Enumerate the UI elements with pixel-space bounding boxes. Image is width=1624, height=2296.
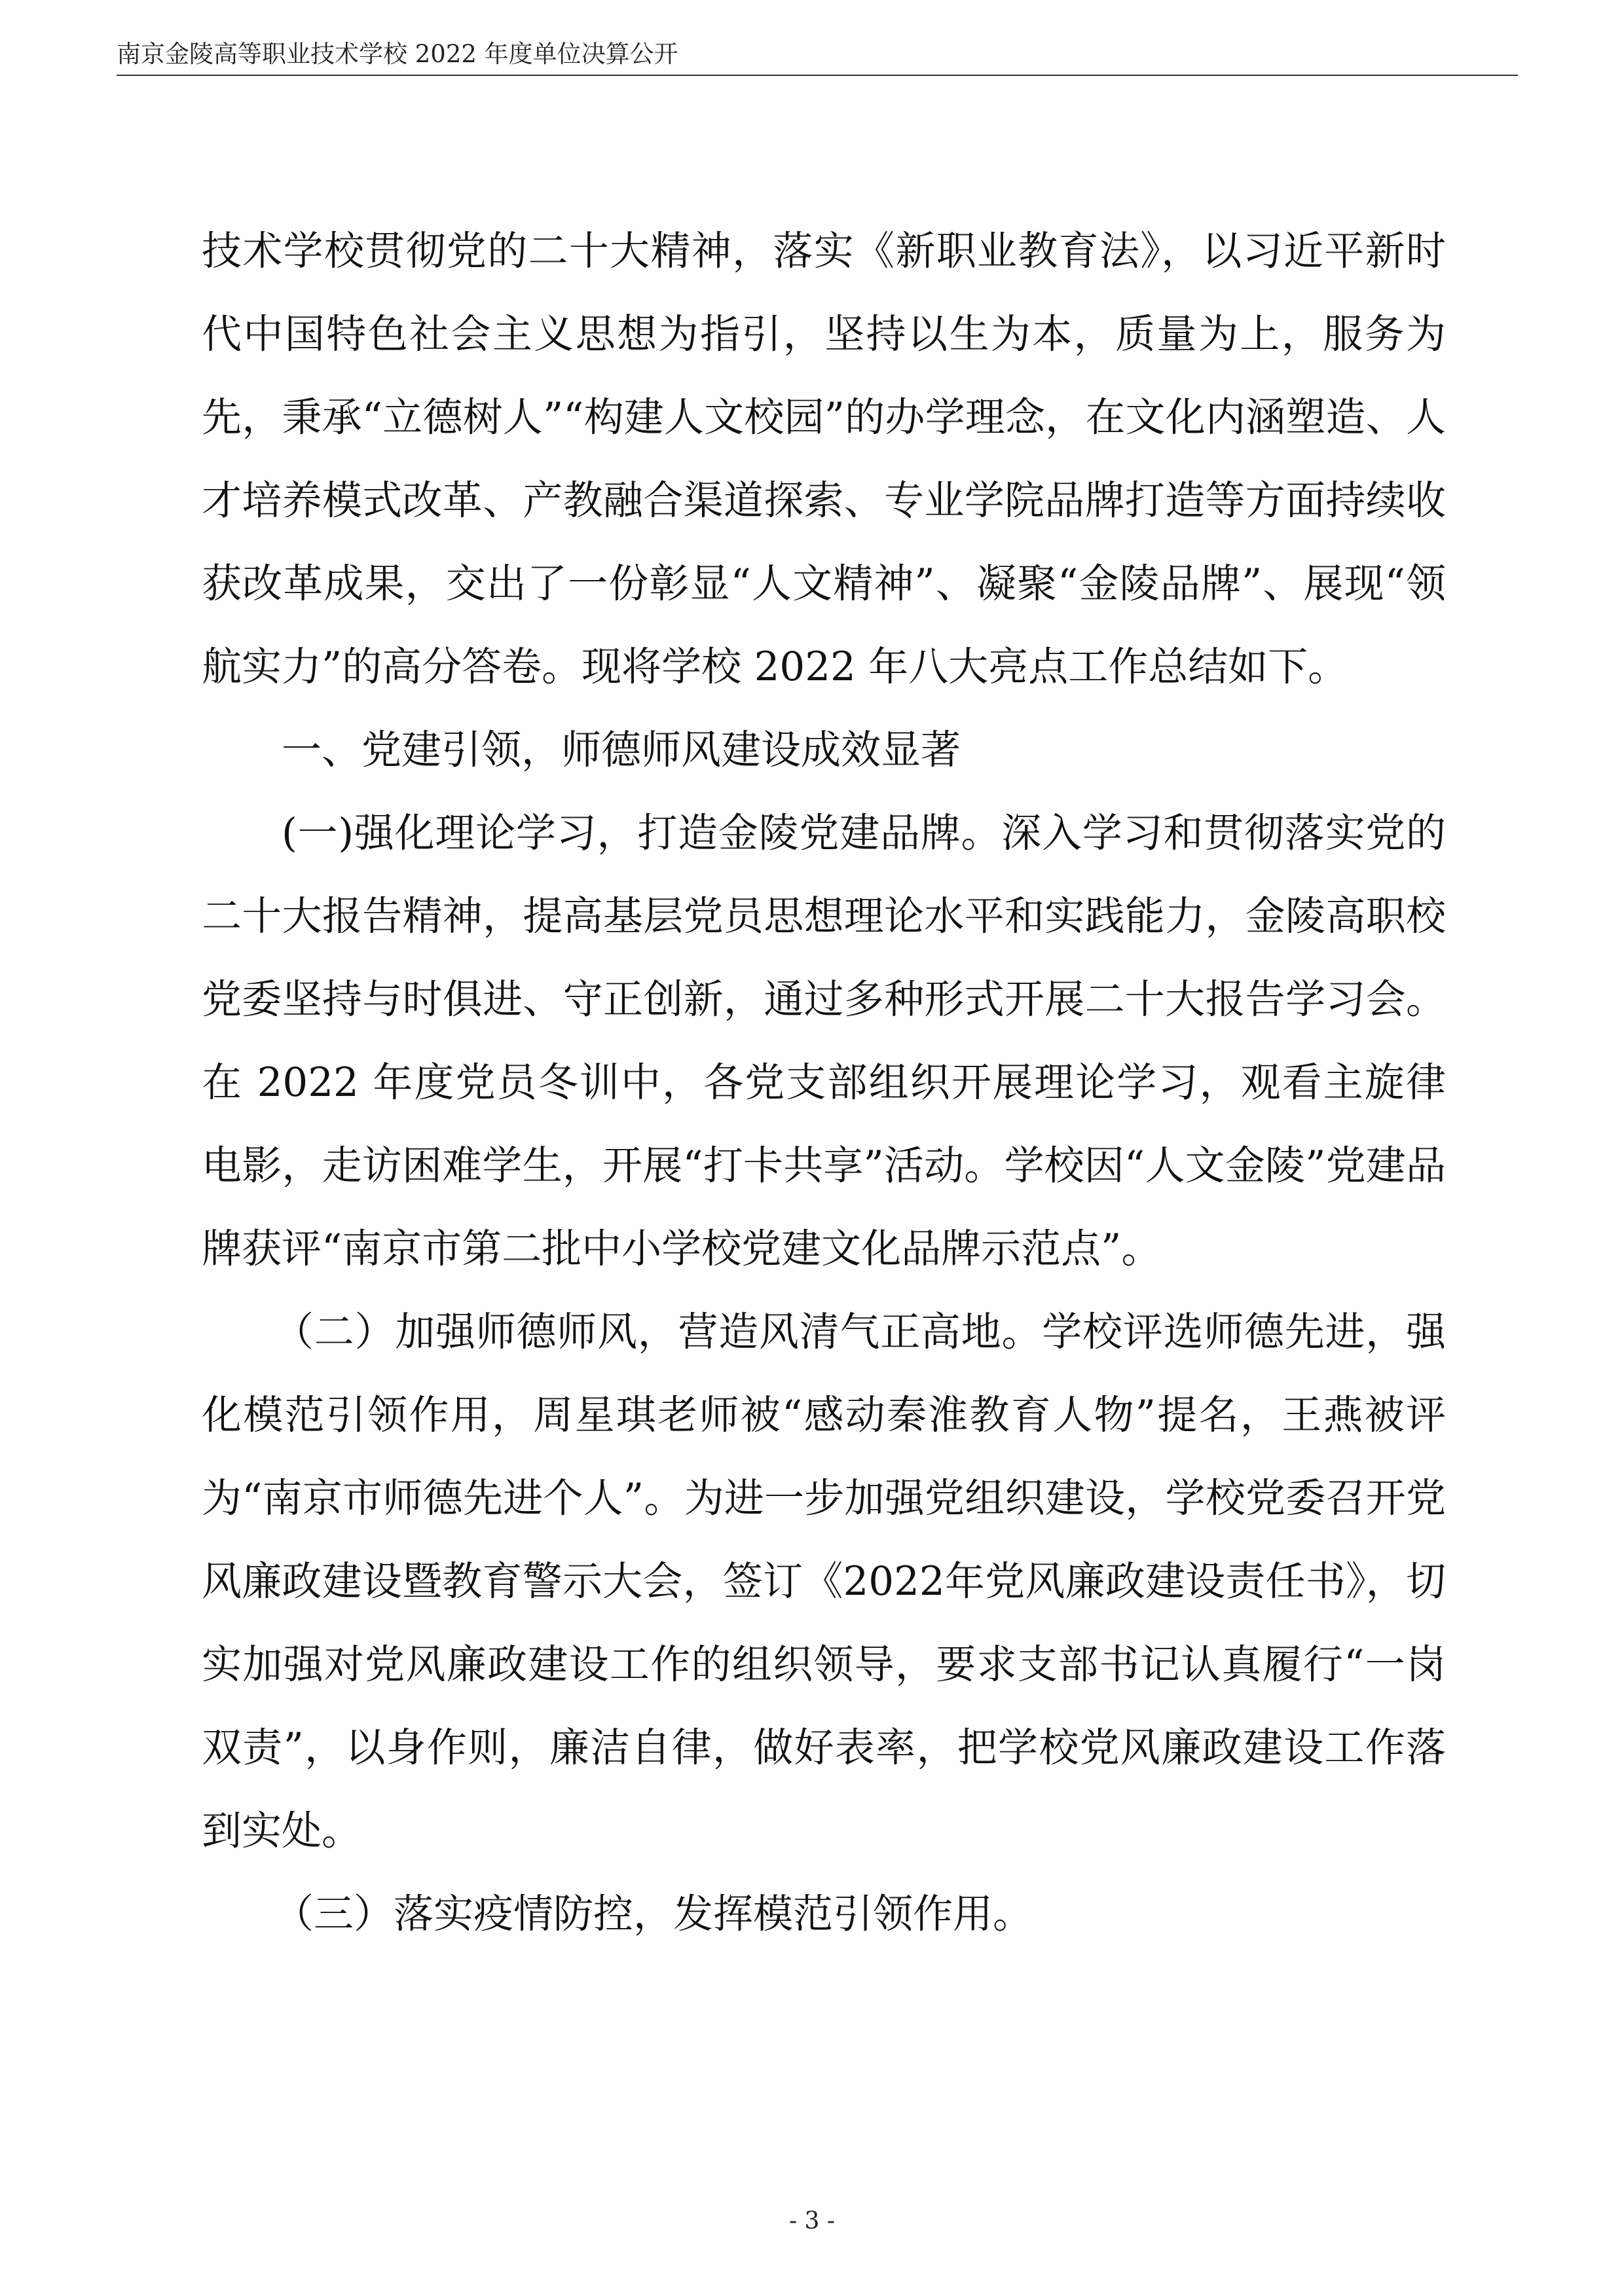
body-text xyxy=(202,210,1446,1956)
subsection-paragraph-2: （二）加强师德师风，营造风清气正高地。学校评选师德先进，强化模范引领作用，周星琪老师被“感动秦淮教育人物”提名，王燕被评为“南京市师德先进个人”。为进一步加强党组织建设，学校党委召开党风廉政建设暨教育警示大会，签订《2022年党风廉政建设责任书》，切实加强对党风廉政建设工作的组织领导，要求支部书记认真履行“一岗双责”，以身作则，廉洁自律，做好表率，把学校党风廉政建设工作落到实处。 xyxy=(202,1309,1446,1854)
running-header: 南京金陵高等职业技术学校 2022 年度单位决算公开 xyxy=(117,40,678,68)
subsection-paragraph-1: (一)强化理论学习，打造金陵党建品牌。深入学习和贯彻落实党的二十大报告精神，提高基层党员思想理论水平和实践能力，金陵高职校党委坚持与时俱进、守正创新，通过多种形式开展二十大报告学习会。在 2022 年度党员冬训中，各党支部组织开展理论学习，观看主旋律电影，走访困难学生，开展“打卡共享”活动。学校因“人文金陵”党建品牌获评“南京市第二批中小学校党建文化品牌示范点”。 xyxy=(202,810,1446,1272)
section-heading-1: 一、党建引领，师德师风建设成效显著 xyxy=(282,727,961,773)
subsection-paragraph-3: （三）落实疫情防控，发挥模范引领作用。 xyxy=(274,1891,1033,1937)
header-rule xyxy=(117,75,1518,76)
intro-paragraph: 技术学校贯彻党的二十大精神，落实《新职业教育法》，以习近平新时代中国特色社会主义思想为指引，坚持以生为本，质量为上，服务为先，秉承“立德树人”“构建人文校园”的办学理念，在文化内涵塑造、人才培养模式改革、产教融合渠道探索、专业学院品牌打造等方面持续收获改革成果，交出了一份彰显“人文精神”、凝聚“金陵品牌”、展现“领航实力”的高分答卷。现将学校 2022 年八大亮点工作总结如下。 xyxy=(202,228,1446,690)
page-number: - 3 - xyxy=(788,2208,836,2234)
